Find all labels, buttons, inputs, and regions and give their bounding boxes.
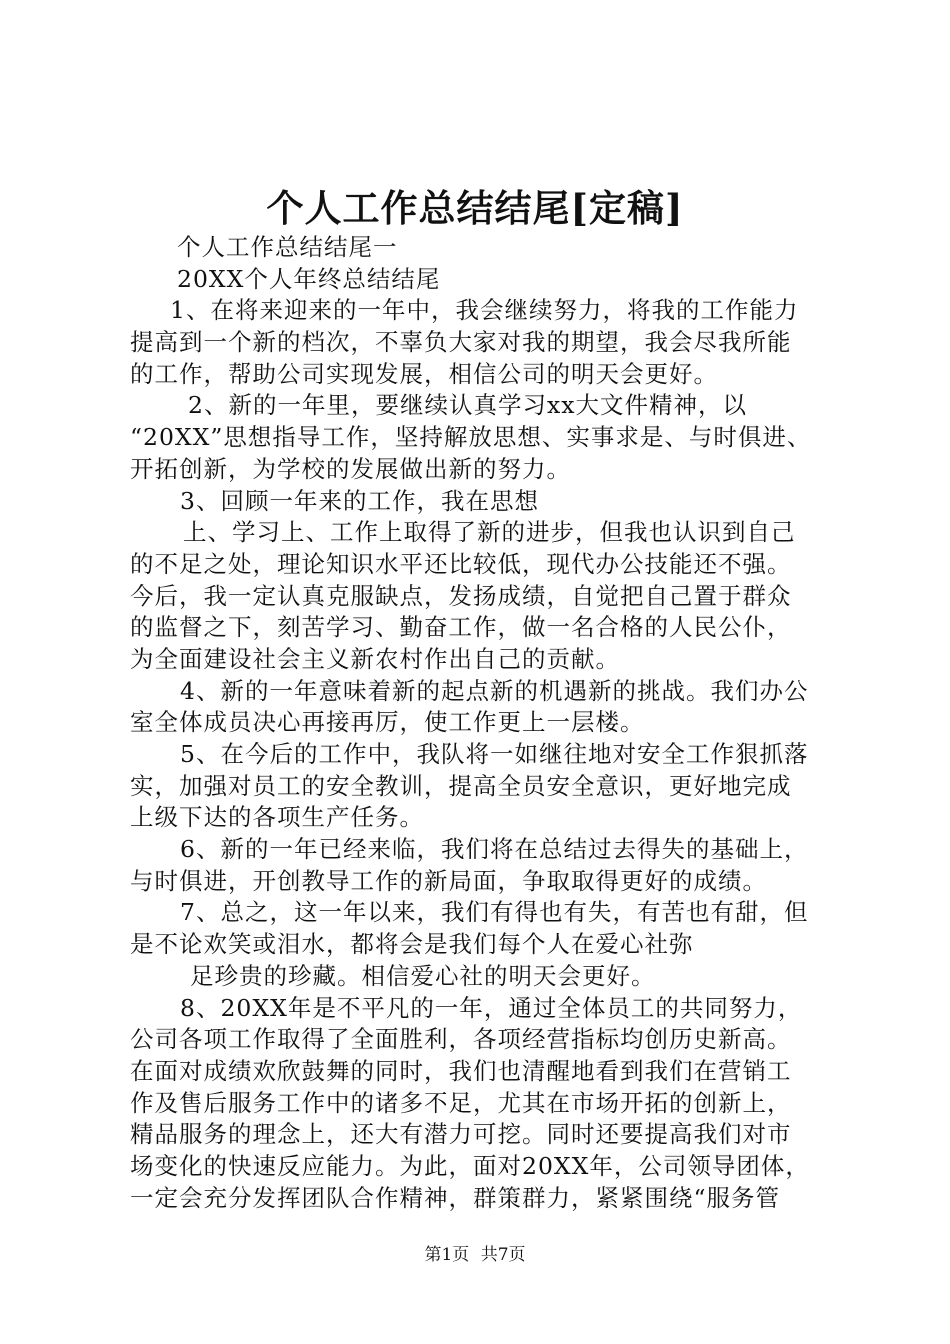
paragraph-line: 室全体成员决心再接再厉，使工作更上一层楼。 (130, 708, 645, 737)
paragraph-line: 上、学习上、工作上取得了新的进步，但我也认识到自己 (183, 518, 796, 547)
paragraph-line: 的工作，帮助公司实现发展，相信公司的明天会更好。 (130, 359, 718, 388)
paragraph-line: 1、在将来迎来的一年中，我会继续努力，将我的工作能力 (170, 296, 799, 325)
paragraph-line: 精品服务的理念上，还大有潜力可挖。同时还要提高我们对市 (130, 1120, 792, 1149)
paragraph-line: 足珍贵的珍藏。相信爱心社的明天会更好。 (190, 961, 656, 990)
paragraph-line: 场变化的快速反应能力。为此，面对20XX年，公司领导团体， (130, 1151, 810, 1180)
document-body (130, 232, 830, 1214)
section-heading: 个人工作总结结尾一 (177, 233, 398, 261)
paragraph-line: 实，加强对员工的安全教训，提高全员安全意识，更好地完成 (130, 771, 792, 800)
paragraph-line: “20XX”思想指导工作，坚持解放思想、实事求是、与时俱进、 (130, 423, 812, 452)
paragraph-line: 2、新的一年里，要继续认真学习xx大文件精神，以 (188, 391, 747, 420)
paragraph-line: 提高到一个新的档次，不辜负大家对我的期望，我会尽我所能 (130, 328, 792, 357)
paragraph-line: 在面对成绩欢欣鼓舞的同时，我们也清醒地看到我们在营销工 (130, 1056, 792, 1085)
page-total: 共7页 (480, 1245, 526, 1265)
paragraph-line: 与时俱进，开创教导工作的新局面，争取取得更好的成绩。 (130, 866, 767, 895)
paragraph-line: 上级下达的各项生产任务。 (130, 803, 424, 832)
paragraph-line: 是不论欢笑或泪水，都将会是我们每个人在爱心社弥 (130, 930, 694, 959)
paragraph-line: 的监督之下，刻苦学习、勤奋工作，做一名合格的人民公仆， (130, 613, 792, 642)
paragraph-line: 为全面建设社会主义新农村作出自己的贡献。 (130, 644, 620, 673)
paragraph-line: 的不足之处，理论知识水平还比较低，现代办公技能还不强。 (130, 549, 792, 578)
paragraph-line: 今后，我一定认真克服缺点，发扬成绩，自觉把自己置于群众 (130, 581, 792, 610)
paragraph-line: 4、新的一年意味着新的起点新的机遇新的挑战。我们办公 (180, 676, 809, 705)
paragraph-line: 作及售后服务工作中的诸多不足，尤其在市场开拓的创新上， (130, 1088, 792, 1117)
subsection-heading: 20XX个人年终总结结尾 (177, 264, 441, 293)
paragraph-line: 3、回顾一年来的工作，我在思想 (180, 486, 539, 515)
document-title: 个人工作总结结尾[定稿] (266, 186, 684, 230)
paragraph-line: 6、新的一年已经来临，我们将在总结过去得失的基础上， (180, 835, 809, 864)
paragraph-line: 7、总之，这一年以来，我们有得也有失，有苦也有甜，但 (180, 898, 809, 927)
paragraph-line: 5、在今后的工作中，我队将一如继往地对安全工作狠抓落 (180, 740, 809, 768)
paragraph-line: 一定会充分发挥团队合作精神，群策群力，紧紧围绕“服务管 (130, 1183, 781, 1212)
paragraph-line: 8、20XX年是不平凡的一年，通过全体员工的共同努力， (180, 993, 803, 1022)
paragraph-line: 开拓创新，为学校的发展做出新的努力。 (130, 454, 571, 483)
page-number: 第1页 (424, 1245, 470, 1265)
paragraph-line: 公司各项工作取得了全面胜利，各项经营指标均创历史新高。 (130, 1025, 792, 1054)
page-footer (0, 1243, 950, 1267)
